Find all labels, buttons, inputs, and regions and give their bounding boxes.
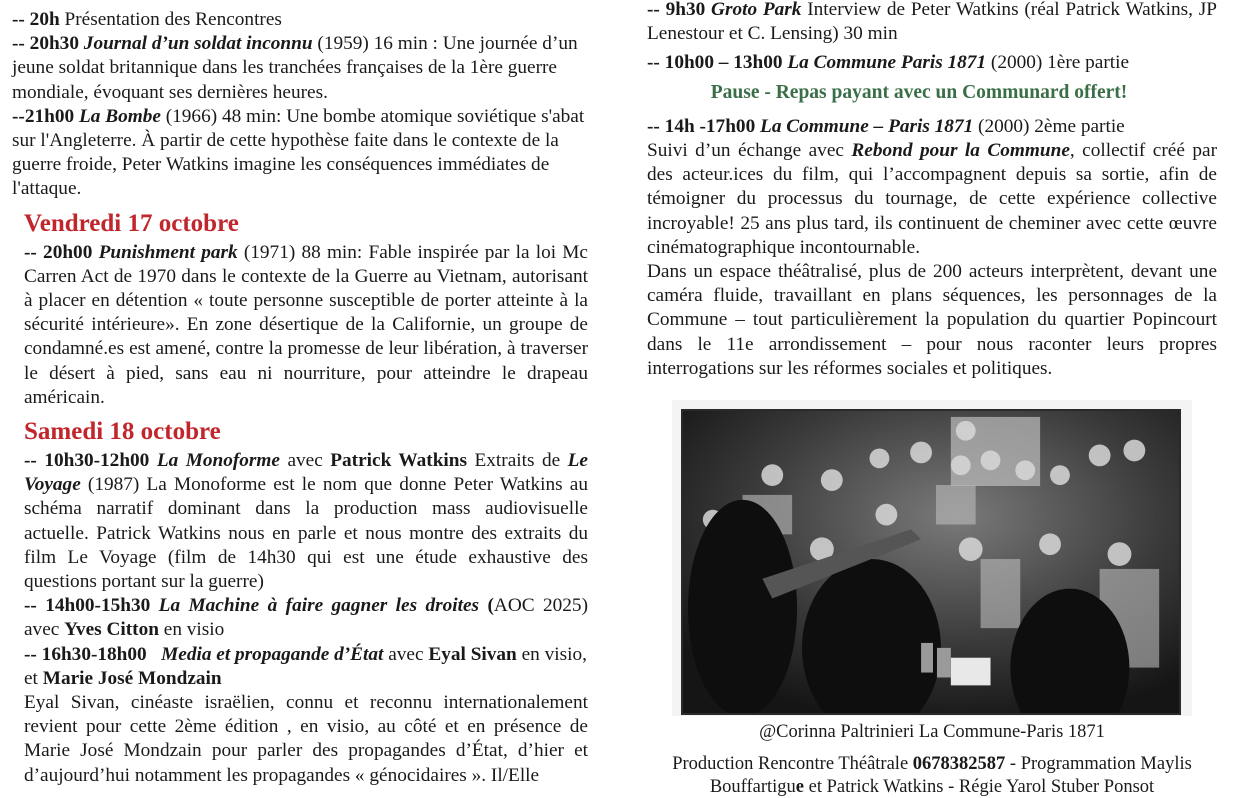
item-time: 16h30-18h00 — [41, 643, 147, 665]
program-item-groto-park — [647, 0, 1217, 46]
item-description: (1966) 48 min: Une bombe atomique soviétique s'abat sur l'Angleterre. À partir de cette hypothèse faite dans le contexte de la guerre froide, Peter Watkins imagine les conséquences immédiates de l'attaque. — [12, 105, 585, 200]
film-title: Punishment park — [98, 241, 238, 263]
item-description: (2000) 1ère partie — [986, 52, 1130, 74]
right-column — [647, 0, 1217, 798]
guest-name: Yves Citton — [64, 619, 159, 641]
credits-bold-letter: e — [795, 776, 805, 797]
item-prefix: -- — [24, 450, 45, 472]
item-time: 14h00-15h30 — [45, 595, 151, 617]
item-time: 20h — [29, 9, 60, 30]
guest-name: Marie José Mondzain — [42, 667, 222, 689]
item-description: Présentation des Rencontres — [59, 9, 282, 30]
film-title: La Monoforme — [156, 450, 280, 472]
paren: ( — [479, 595, 494, 617]
item-description: , collectif créé par des acteur.ices du film, qui l’accompagnent depuis sa sortie, afin de témoigner du processus du tournage, de cette expérience collective incroyable! 25 ans plus tard, ils continuent de cheminer avec cette œuvre cinématographique incontournable. — [647, 140, 1217, 258]
item-time: 20h30 — [29, 33, 79, 55]
connector-text: avec — [383, 643, 429, 665]
item-prefix: -- — [647, 52, 665, 74]
rebond-description — [647, 139, 1217, 260]
program-item-machine — [24, 594, 588, 642]
program-item-punishment-park — [24, 241, 588, 410]
media-description: Eyal Sivan, cinéaste israëlien, connu et reconnu internationalement revient pour cette 2ème édition , en visio, au côté et en présence de Marie José Mondzain pour parler des propagandes d’État, d’hier et d’aujourd’hui notamment les propagandes « génocidaires ». Il/Elle — [24, 692, 588, 786]
item-time: 10h30-12h00 — [44, 450, 150, 472]
espace-description: Dans un espace théâtralisé, plus de 200 acteurs interprètent, devant une caméra fluide, travaillant en plans séquences, les personnages de la Commune – tout particulièrement la population du quartier Popincourt dans le 11e arrondissement – pour nous raconter leurs propres interrogations sur les réformes sociales et politiques. — [647, 261, 1217, 379]
item-description: Interview de Peter Watkins (réal Patrick Watkins, JP Lenestour et C. Lensing) 30 min — [647, 0, 1217, 45]
program-item-la-bombe — [12, 105, 588, 202]
item-time: 9h30 — [665, 0, 706, 20]
credits — [647, 753, 1217, 798]
item-description: (1959) 16 min : Une journée d’un jeune soldat britannique dans les tranchées françaises de la 1ère guerre mondiale, évoquant ses dernières heures. — [12, 33, 578, 103]
item-prefix: -- — [24, 241, 44, 263]
program-item-commune-part1 — [647, 51, 1217, 75]
program-item-media — [24, 643, 588, 691]
item-prefix: -- — [647, 0, 666, 20]
item-time: 21h00 — [24, 105, 75, 127]
item-time: 10h00 – 13h00 — [664, 52, 783, 74]
left-column — [12, 8, 588, 788]
connector-text: avec — [279, 450, 331, 472]
credits-programming: - Programmation Maylis Bouffartigu — [709, 754, 1192, 797]
credits-production: Production Rencontre Théâtrale — [672, 754, 913, 775]
day-heading-saturday: Samedi 18 octobre — [24, 418, 221, 446]
item-prefix: -- — [24, 643, 42, 665]
guest-name: Patrick Watkins — [330, 450, 468, 472]
item-prefix: -- — [24, 595, 46, 617]
item-description: (1987) La Monoforme est le nom que donne Peter Watkins au schéma narratif dominant dans la production mass audiovisuelle actuelle. Patrick Watkins nous en parle et nous montre des extraits du film Le Voyage (film de 14h30 qui est une étude exhaustive des questions portant sur la guerre) — [24, 474, 588, 593]
item-description: AOC 2025) avec — [24, 595, 588, 641]
photo-illustration — [683, 411, 1179, 713]
program-item-journal — [12, 32, 588, 105]
item-prefix: -- — [12, 105, 25, 127]
film-title: Le Voyage — [24, 450, 588, 496]
program-item-presentation — [12, 8, 588, 32]
film-title: La Commune Paris 1871 — [787, 52, 987, 74]
collective-name: Rebond pour la Commune — [851, 140, 1070, 162]
film-title: Journal d’un soldat inconnu — [83, 33, 313, 55]
photo-caption: @Corinna Paltrinieri La Commune-Paris 1871 — [759, 722, 1105, 743]
item-time: 20h00 — [43, 241, 93, 263]
film-title: Media et propagande d’État — [161, 643, 384, 665]
lunch-break-note: Pause - Repas payant avec un Communard offert! — [710, 81, 1128, 103]
item-prefix: -- — [12, 9, 30, 30]
item-prefix: -- — [12, 33, 30, 55]
film-title: La Commune – Paris 1871 — [760, 115, 974, 137]
film-still-photo — [681, 409, 1181, 715]
item-time: 14h -17h00 — [664, 115, 756, 137]
film-title: La Machine à faire gagner les droites — [158, 595, 480, 617]
connector-text: en visio — [158, 619, 225, 641]
connector-text: Extraits de — [467, 450, 568, 472]
item-prefix: -- — [647, 115, 665, 137]
connector-text: en visio, et — [24, 643, 587, 689]
phone-number: 0678382587 — [912, 754, 1006, 775]
photo-frame — [672, 400, 1192, 716]
credits-regie: et Patrick Watkins - Régie Yarol Stuber Ponsot — [804, 776, 1155, 797]
program-item-commune-part2 — [647, 115, 1217, 139]
film-title: La Bombe — [78, 105, 161, 127]
guest-name: Eyal Sivan — [428, 643, 517, 665]
program-item-monoforme — [24, 449, 588, 594]
day-heading-friday: Vendredi 17 octobre — [24, 209, 239, 237]
item-description: (1971) 88 min: Fable inspirée par la loi Mc Carren Act de 1970 dans le contexte de la Guerre au Vietnam, autorisant à placer en détention « toute personne susceptible de porter atteinte à la sécurité intérieure». En zone désertique de la Californie, un groupe de condamné.es est amené, contre la promesse de leur libération, à traverser le désert à pied, sans eau ni nourriture, pour atteindre le drapeau américain. — [24, 241, 588, 408]
item-description: (2000) 2ème partie — [973, 115, 1125, 137]
connector-text: Suivi d’un échange avec — [647, 140, 852, 162]
film-title: Groto Park — [711, 0, 802, 20]
